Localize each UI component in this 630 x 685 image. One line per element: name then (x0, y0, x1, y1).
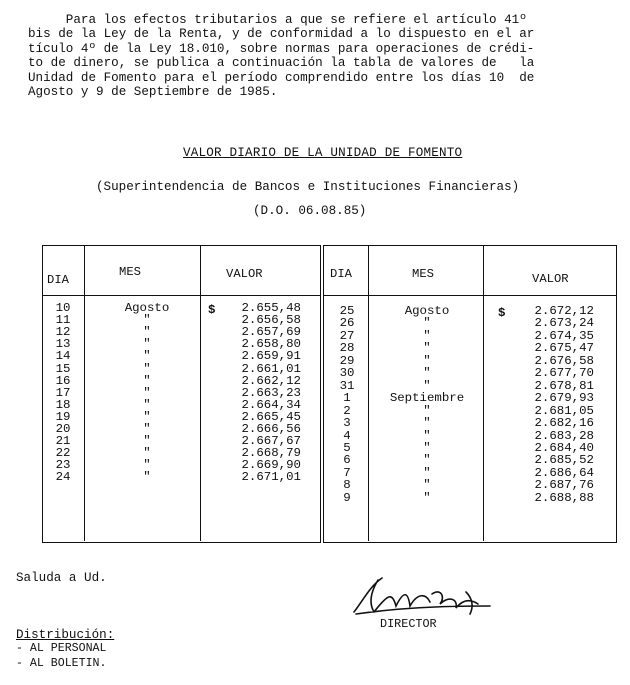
header-divider (323, 295, 616, 296)
table-cell-month: " (423, 403, 431, 418)
table-cell-value: 2.668,79 (241, 446, 301, 461)
table-cell-value: 2.666,56 (241, 422, 301, 436)
table-cell-value: 2.669,90 (241, 458, 301, 473)
intro-paragraph (28, 13, 618, 99)
document-subtitle: (Superintendencia de Bancos e Instituciones Financieras) (96, 180, 520, 194)
table-cell-day: 6 (343, 453, 351, 468)
table-cell-value: 2.688,88 (534, 490, 594, 505)
table-cell-month: " (143, 337, 151, 352)
header-valor: VALOR (532, 272, 569, 286)
table-cell-month: " (143, 458, 151, 473)
distribution-item: - AL BOLETIN. (16, 657, 107, 670)
table-cell-value: 2.681,05 (534, 403, 594, 418)
table-cell-month: Agosto (124, 301, 170, 315)
closing-greeting: Saluda a Ud. (16, 571, 107, 585)
table-cell-value: 2.673,24 (534, 316, 594, 331)
table-cell-value: 2.659,91 (241, 349, 301, 364)
table-cell-month: " (143, 361, 151, 376)
table-cell-day: 8 (343, 478, 351, 493)
table-cell-value: 2.684,40 (534, 440, 594, 455)
uf-values-table (42, 245, 617, 543)
header-mes: MES (119, 265, 141, 279)
table-cell-day: 9 (343, 490, 351, 505)
table-cell-month: " (143, 313, 151, 328)
table-cell-month: " (423, 328, 431, 343)
table-cell-day: 2 (343, 403, 351, 418)
header-mes: MES (412, 267, 434, 281)
table-cell-day: 18 (55, 397, 71, 412)
table-cell-day: 12 (55, 325, 71, 340)
table-cell-value: 2.687,76 (534, 478, 594, 493)
table-cell-month: " (143, 446, 151, 461)
table-cell-day: 25 (339, 304, 355, 318)
table-cell-month: " (143, 349, 151, 364)
table-cell-day: 22 (55, 446, 71, 461)
table-cell-day: 30 (339, 366, 355, 381)
table-cell-month: " (423, 453, 431, 468)
header-divider (42, 295, 320, 296)
director-signature (348, 572, 498, 620)
table-cell-month: " (143, 397, 151, 412)
table-cell-month: " (423, 490, 431, 505)
intro-line: to de dinero, se publica a continuación la tabla de valores de la (28, 56, 535, 71)
table-cell-month: " (143, 422, 151, 436)
table-cell-month: " (143, 325, 151, 340)
table-cell-month: " (423, 316, 431, 331)
table-cell-month: " (423, 341, 431, 356)
intro-line: bis de la Ley de la Renta, y de conformidad a lo dispuesto en el ar (28, 27, 535, 42)
table-cell-day: 29 (339, 353, 355, 368)
table-cell-month: " (143, 409, 151, 424)
table-cell-day: 16 (55, 373, 71, 388)
table-cell-month: Septiembre (389, 391, 465, 406)
table-cell-value: 2.661,01 (241, 361, 301, 376)
table-cell-month: " (423, 428, 431, 443)
table-cell-value: 2.655,48 (241, 301, 301, 315)
table-cell-value: 2.683,28 (534, 428, 594, 443)
table-cell-value: 2.678,81 (534, 378, 594, 393)
column-divider (483, 245, 484, 541)
table-cell-day: 14 (55, 349, 71, 364)
header-dia: DIA (330, 267, 352, 281)
table-cell-month: " (423, 465, 431, 480)
column-divider (368, 245, 369, 541)
table-cell-value: 2.674,35 (534, 328, 594, 343)
table-cell-month: " (143, 470, 151, 485)
table-cell-day: 19 (55, 409, 71, 424)
table-cell-month: " (423, 353, 431, 368)
table-cell-value: 2.662,12 (241, 373, 301, 388)
table-cell-month: " (143, 373, 151, 388)
table-cell-day: 31 (339, 378, 355, 393)
table-cell-value: 2.685,52 (534, 453, 594, 468)
table-cell-month: " (423, 366, 431, 381)
header-dia: DIA (47, 273, 69, 287)
table-cell-month: " (423, 416, 431, 431)
table-cell-day: 17 (55, 385, 71, 400)
table-cell-day: 21 (55, 434, 71, 449)
column-divider (84, 245, 85, 541)
table-cell-day: 7 (343, 465, 351, 480)
table-cell-value: 2.663,23 (241, 385, 301, 400)
document-title: VALOR DIARIO DE LA UNIDAD DE FOMENTO (183, 146, 463, 160)
table-cell-day: 23 (55, 458, 71, 473)
table-cell-value: 2.656,58 (241, 313, 301, 328)
table-cell-value: 2.682,16 (534, 416, 594, 431)
table-cell-day: 1 (343, 391, 351, 406)
table-cell-value: 2.686,64 (534, 465, 594, 480)
distribution-title: Distribución: (16, 628, 115, 642)
table-cell-value: 2.658,80 (241, 337, 301, 352)
table-cell-value: 2.672,12 (534, 304, 594, 318)
table-cell-value: 2.667,67 (241, 434, 301, 449)
table-cell-day: 15 (55, 361, 71, 376)
table-cell-day: 4 (343, 428, 351, 443)
intro-line: Agosto y 9 de Septiembre de 1985. (28, 85, 278, 100)
table-cell-value: 2.675,47 (534, 341, 594, 356)
table-cell-month: Agosto (404, 304, 450, 318)
distribution-item: - AL PERSONAL (16, 642, 107, 655)
table-cell-value: 2.671,01 (241, 470, 301, 485)
signature-role: DIRECTOR (380, 617, 437, 631)
table-cell-value: 2.657,69 (241, 325, 301, 340)
table-cell-day: 24 (55, 470, 71, 485)
intro-line: Unidad de Fomento para el período comprendido entre los días 10 de (28, 70, 535, 85)
table-cell-month: " (423, 378, 431, 393)
table-cell-day: 5 (343, 440, 351, 455)
table-cell-day: 28 (339, 341, 355, 356)
table-cell-month: " (143, 434, 151, 449)
header-valor: VALOR (226, 267, 263, 281)
table-cell-month: " (423, 440, 431, 455)
currency-symbol: $ (498, 306, 506, 320)
table-cell-day: 3 (343, 416, 351, 431)
table-cell-value: 2.664,34 (241, 397, 301, 412)
table-cell-value: 2.676,58 (534, 353, 594, 368)
currency-symbol: $ (208, 303, 216, 317)
intro-line: tículo 4º de la Ley 18.010, sobre normas para operaciones de crédi- (28, 41, 535, 56)
table-cell-day: 27 (339, 328, 355, 343)
table-cell-day: 13 (55, 337, 71, 352)
table-cell-value: 2.677,70 (534, 366, 594, 381)
table-cell-day: 10 (55, 301, 71, 315)
table-cell-day: 11 (55, 313, 71, 328)
table-cell-day: 26 (339, 316, 355, 331)
intro-line: Para los efectos tributarios a que se refiere el artículo 41º (28, 13, 527, 27)
table-cell-day: 20 (55, 422, 71, 436)
table-cell-value: 2.679,93 (534, 391, 594, 406)
table-cell-month: " (143, 385, 151, 400)
publication-reference: (D.O. 06.08.85) (253, 204, 367, 218)
table-cell-value: 2.665,45 (241, 409, 301, 424)
table-cell-month: " (423, 478, 431, 493)
